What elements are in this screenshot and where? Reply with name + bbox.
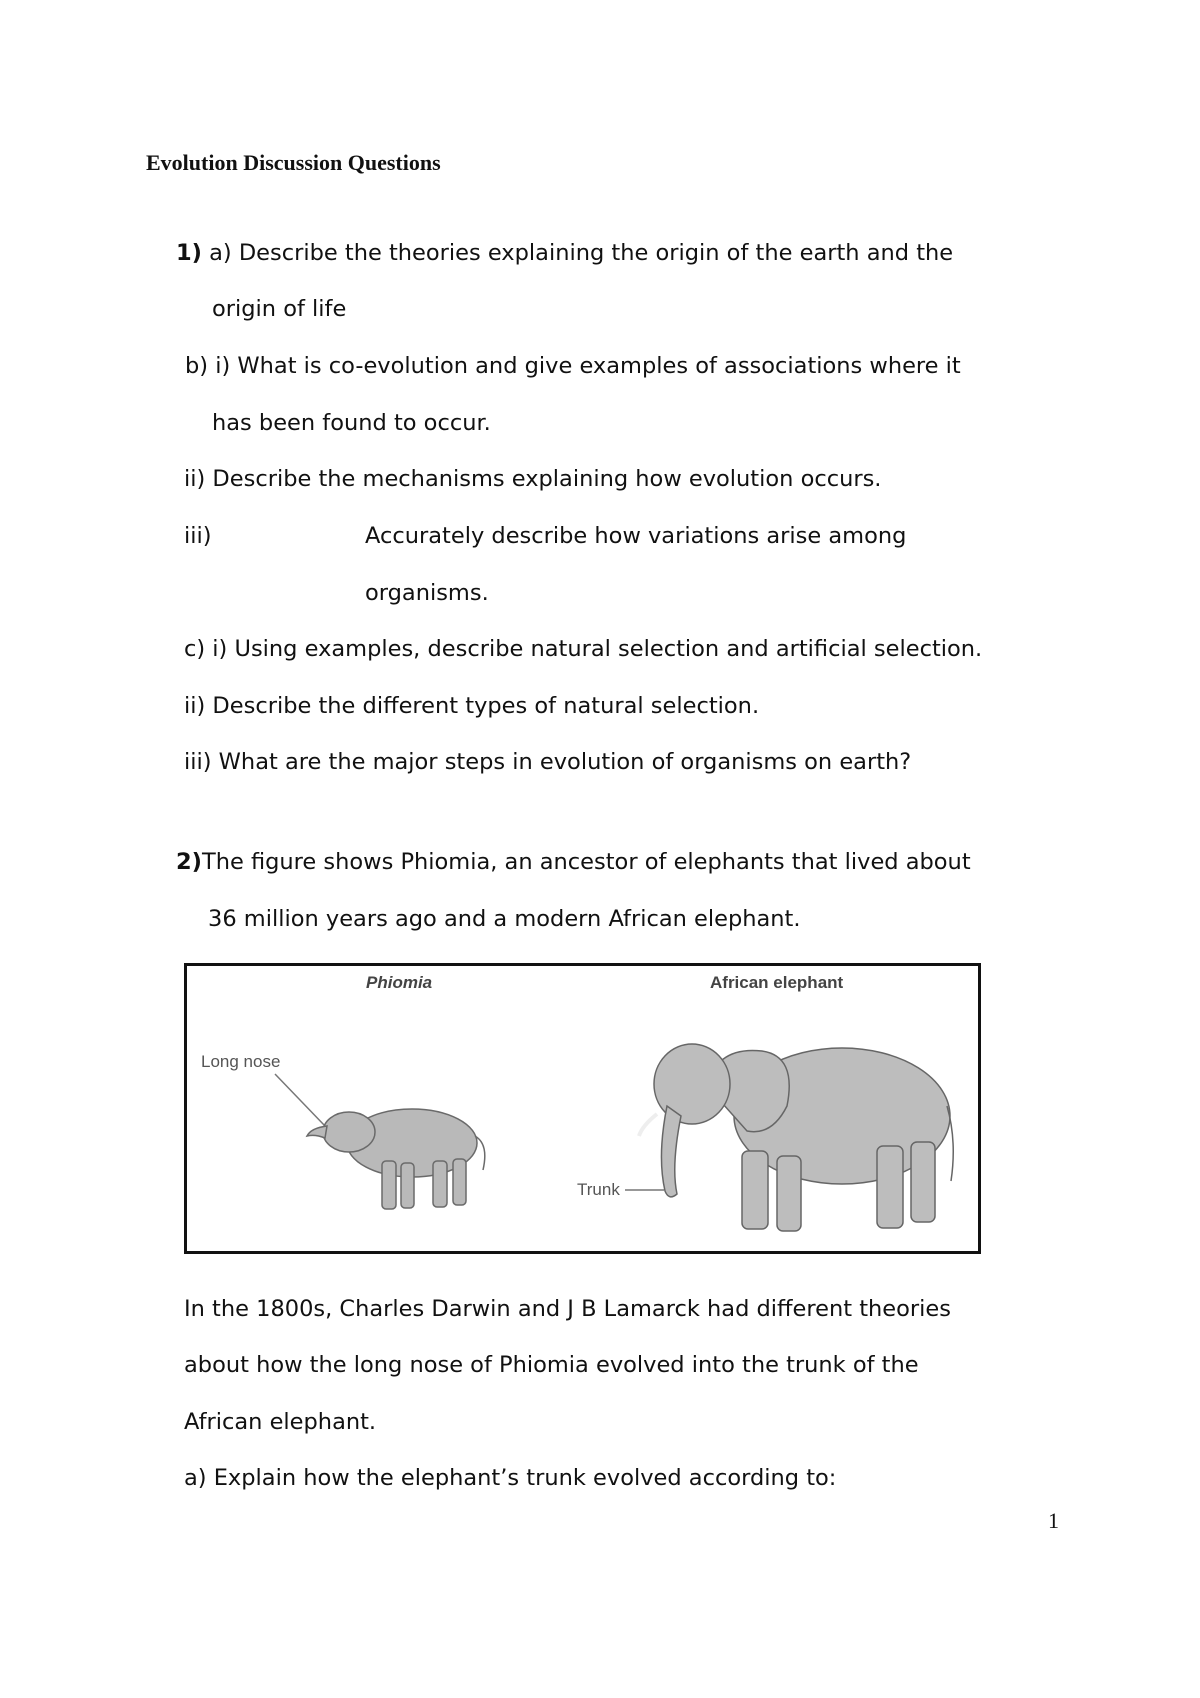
question-1b-ii: ii) Describe the mechanisms explaining how evolution occurs. — [184, 466, 882, 492]
question-1a-line1 — [176, 242, 953, 265]
question-1b-i-line2: has been found to occur. — [212, 410, 491, 436]
question-2a: a) Explain how the elephant’s trunk evolved according to: — [184, 1465, 837, 1491]
page-number: 1 — [1048, 1508, 1059, 1533]
african-elephant-illustration — [639, 1044, 953, 1231]
callout-trunk: Trunk — [577, 1180, 620, 1199]
question-2-paragraph-line3: African elephant. — [184, 1409, 377, 1435]
elephant-evolution-figure — [184, 963, 981, 1254]
question-1b-i-line1: b) i) What is co-evolution and give examples of associations where it — [185, 353, 961, 379]
question-2-intro-line2: 36 million years ago and a modern African elephant. — [208, 906, 801, 932]
question-1c-i: c) i) Using examples, describe natural selection and artificial selection. — [184, 636, 983, 662]
question-2-number: 2) — [176, 849, 202, 875]
callout-long-nose: Long nose — [201, 1052, 281, 1071]
question-1c-ii: ii) Describe the different types of natural selection. — [184, 693, 760, 719]
question-1a-text: a) Describe the theories explaining the origin of the earth and the — [209, 240, 954, 266]
question-1b-iii-label: iii) — [184, 523, 212, 549]
page-title: Evolution Discussion Questions — [146, 150, 441, 175]
phiomia-illustration — [307, 1109, 485, 1209]
figure-label-african-elephant: African elephant — [710, 973, 844, 992]
question-1b-iii-line2: organisms. — [365, 580, 489, 606]
question-2-intro-line1 — [176, 851, 971, 874]
question-2-paragraph-line2: about how the long nose of Phiomia evolved into the trunk of the — [184, 1352, 919, 1378]
question-2-paragraph-line1: In the 1800s, Charles Darwin and J B Lamarck had different theories — [184, 1296, 951, 1322]
question-1a-line2: origin of life — [212, 296, 347, 322]
question-1b-iii-line1: Accurately describe how variations arise among — [365, 523, 907, 549]
question-1-number: 1) — [176, 240, 202, 266]
callout-line-nose — [275, 1074, 325, 1126]
question-2-intro-text: The figure shows Phiomia, an ancestor of elephants that lived about — [201, 849, 971, 875]
figure-label-phiomia: Phiomia — [366, 973, 433, 992]
question-1c-iii: iii) What are the major steps in evolution of organisms on earth? — [184, 749, 912, 775]
